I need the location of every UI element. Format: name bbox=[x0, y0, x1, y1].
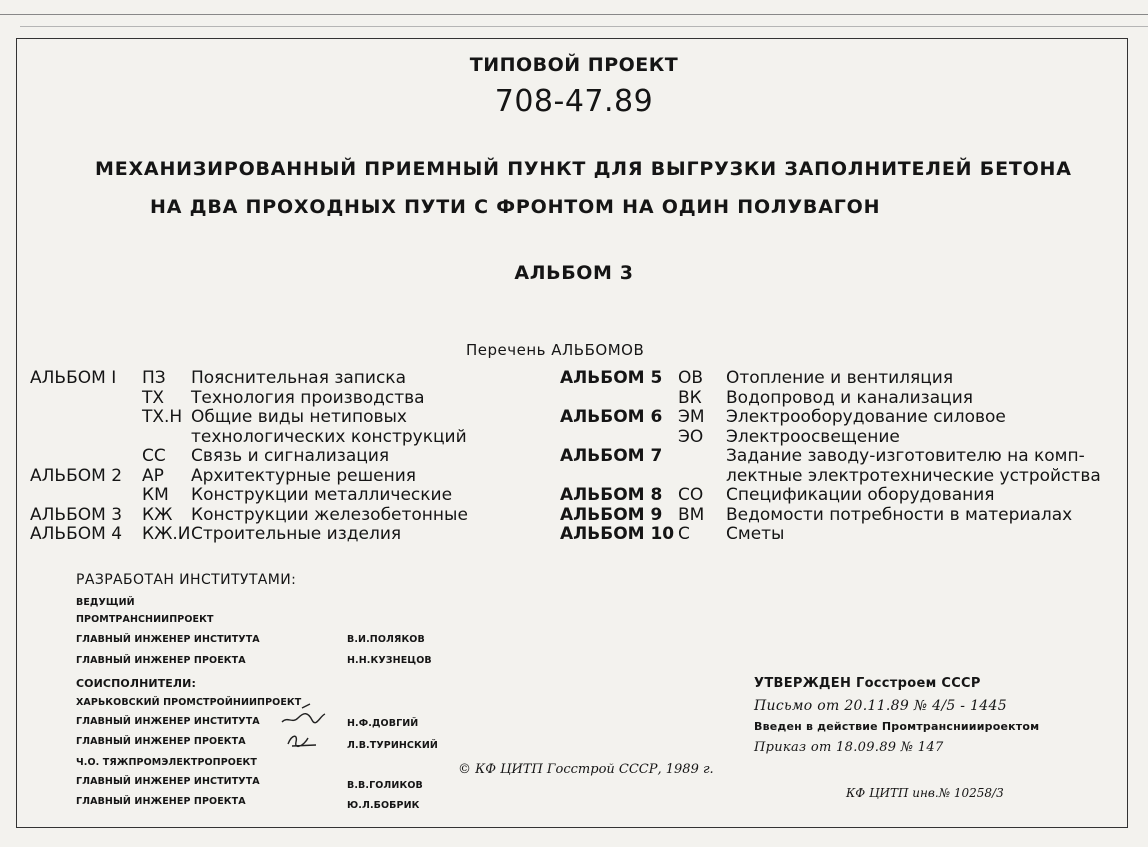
person-name: Ю.Л.БОБРИК bbox=[347, 800, 420, 811]
album-label: АЛЬБОМ 8 bbox=[560, 485, 663, 505]
list-item bbox=[560, 428, 1101, 448]
album-label: АЛЬБОМ I bbox=[30, 368, 117, 388]
role-label: ГЛАВНЫЙ ИНЖЕНЕР ПРОЕКТА bbox=[76, 796, 246, 807]
section-name: Технология производства bbox=[191, 387, 425, 408]
co2-org: Ч.О. ТЯЖПРОМЭЛЕКТРОПРОЕКТ bbox=[76, 757, 258, 768]
list-item bbox=[30, 408, 468, 428]
list-item bbox=[30, 369, 468, 389]
section-code: КЖ bbox=[142, 504, 173, 525]
album-label: АЛЬБОМ 3 bbox=[30, 504, 123, 525]
person-name: Н.Ф.ДОВГИЙ bbox=[347, 718, 419, 729]
section-code: ВК bbox=[678, 387, 702, 408]
person-name: В.И.ПОЛЯКОВ bbox=[347, 634, 425, 645]
section-code: ЭМ bbox=[678, 407, 705, 427]
list-item bbox=[30, 389, 468, 409]
section-name: Сметы bbox=[726, 524, 785, 544]
section-code: СО bbox=[678, 485, 704, 505]
person-name: Л.В.ТУРИНСКИЙ bbox=[347, 740, 438, 751]
developers-heading: РАЗРАБОТАН ИНСТИТУТАМИ: bbox=[76, 572, 297, 588]
project-number: 708-47.89 bbox=[494, 84, 654, 119]
section-code: ЭО bbox=[678, 426, 704, 447]
section-name: Конструкции металлические bbox=[191, 485, 453, 505]
list-item bbox=[560, 389, 1101, 409]
list-item bbox=[30, 428, 468, 448]
section-code: ТХ bbox=[142, 387, 165, 408]
role-label: ГЛАВНЫЙ ИНЖЕНЕР ПРОЕКТА bbox=[76, 736, 246, 747]
section-name: Водопровод и канализация bbox=[726, 387, 973, 408]
section-name: лектные электротехнические устройства bbox=[726, 465, 1101, 486]
person-name: Н.Н.КУЗНЕЦОВ bbox=[347, 655, 432, 666]
list-item bbox=[560, 408, 1101, 428]
section-name: Архитектурные решения bbox=[191, 465, 416, 486]
album-title: АЛЬБОМ 3 bbox=[514, 262, 634, 284]
section-name: Электроосвещение bbox=[726, 426, 900, 447]
section-name: Отопление и вентиляция bbox=[726, 368, 954, 388]
title-line-1: МЕХАНИЗИРОВАННЫЙ ПРИЕМНЫЙ ПУНКТ ДЛЯ ВЫГРУЗКИ ЗАПОЛНИТЕЛЕЙ БЕТОНА bbox=[95, 158, 1072, 180]
albums-list-heading: Перечень АЛЬБОМОВ bbox=[466, 341, 645, 359]
album-label: АЛЬБОМ 4 bbox=[30, 524, 123, 544]
approved-line: УТВЕРЖДЕН Госстроем СССР bbox=[754, 676, 981, 691]
albums-list-right bbox=[560, 369, 1101, 545]
section-name: Строительные изделия bbox=[191, 524, 402, 544]
section-name: Спецификации оборудования bbox=[726, 485, 995, 505]
section-code: ВМ bbox=[678, 504, 705, 525]
list-item bbox=[30, 467, 468, 487]
list-item bbox=[560, 486, 1101, 506]
role-label: ГЛАВНЫЙ ИНЖЕНЕР ИНСТИТУТА bbox=[76, 716, 260, 727]
list-item bbox=[30, 447, 468, 467]
list-item bbox=[560, 467, 1101, 487]
section-code: ПЗ bbox=[142, 368, 166, 388]
section-name: Пояснительная записка bbox=[191, 368, 406, 388]
title-line-2: НА ДВА ПРОХОДНЫХ ПУТИ С ФРОНТОМ НА ОДИН ПОЛУВАГОН bbox=[150, 196, 881, 218]
person-name: В.В.ГОЛИКОВ bbox=[347, 780, 423, 791]
section-name: Задание заводу-изготовителю на комп- bbox=[726, 446, 1085, 466]
section-code: СС bbox=[142, 446, 166, 466]
section-code: ОВ bbox=[678, 368, 704, 388]
album-label: АЛЬБОМ 2 bbox=[30, 465, 123, 486]
album-label: АЛЬБОМ 7 bbox=[560, 446, 663, 466]
albums-list-left bbox=[30, 369, 468, 545]
list-item bbox=[30, 486, 468, 506]
section-name: Электрооборудование силовое bbox=[726, 407, 1006, 427]
section-name: Связь и сигнализация bbox=[191, 446, 390, 466]
section-name: Ведомости потребности в материалах bbox=[726, 504, 1073, 525]
section-code: ТХ.Н bbox=[142, 407, 183, 427]
list-item bbox=[30, 506, 468, 526]
role-label: ГЛАВНЫЙ ИНЖЕНЕР ИНСТИТУТА bbox=[76, 776, 260, 787]
inventory-number: КФ ЦИТП инв.№ 10258/3 bbox=[846, 786, 1004, 800]
enacted-line: Введен в действие Промтранснииироектом bbox=[754, 720, 1040, 733]
album-label: АЛЬБОМ 10 bbox=[560, 524, 675, 544]
top-rule-2 bbox=[20, 26, 1148, 27]
project-type-label: ТИПОВОЙ ПРОЕКТ bbox=[469, 54, 679, 76]
list-item bbox=[30, 525, 468, 545]
role-label: ГЛАВНЫЙ ИНЖЕНЕР ПРОЕКТА bbox=[76, 655, 246, 666]
section-code: С bbox=[678, 524, 690, 544]
co1-org: ХАРЬКОВСКИЙ ПРОМСТРОЙНИИПРОЕКТ bbox=[76, 697, 302, 708]
top-rule bbox=[0, 14, 1148, 15]
list-item bbox=[560, 447, 1101, 467]
copyright-note: © КФ ЦИТП Госстрой СССР, 1989 г. bbox=[458, 762, 714, 777]
signature-2 bbox=[282, 728, 322, 750]
letter-line: Письмо от 20.11.89 № 4/5 - 1445 bbox=[754, 698, 1007, 714]
signature-1 bbox=[278, 702, 328, 728]
section-name: технологических конструкций bbox=[191, 426, 467, 447]
list-item bbox=[560, 525, 1101, 545]
section-code: КЖ.И bbox=[142, 524, 191, 544]
list-item bbox=[560, 506, 1101, 526]
album-label: АЛЬБОМ 6 bbox=[560, 407, 663, 427]
album-label: АЛЬБОМ 9 bbox=[560, 504, 663, 525]
section-name: Общие виды нетиповых bbox=[191, 407, 407, 427]
lead-label: ВЕДУЩИЙ bbox=[76, 597, 135, 608]
section-code: АР bbox=[142, 465, 164, 486]
section-name: Конструкции железобетонные bbox=[191, 504, 468, 525]
list-item bbox=[560, 369, 1101, 389]
lead-org: ПРОМТРАНСНИИПРОЕКТ bbox=[76, 614, 214, 625]
co-label: СОИСПОЛНИТЕЛИ: bbox=[76, 677, 196, 690]
order-line: Приказ от 18.09.89 № 147 bbox=[754, 740, 944, 755]
section-code: КМ bbox=[142, 485, 169, 505]
album-label: АЛЬБОМ 5 bbox=[560, 368, 663, 388]
role-label: ГЛАВНЫЙ ИНЖЕНЕР ИНСТИТУТА bbox=[76, 634, 260, 645]
